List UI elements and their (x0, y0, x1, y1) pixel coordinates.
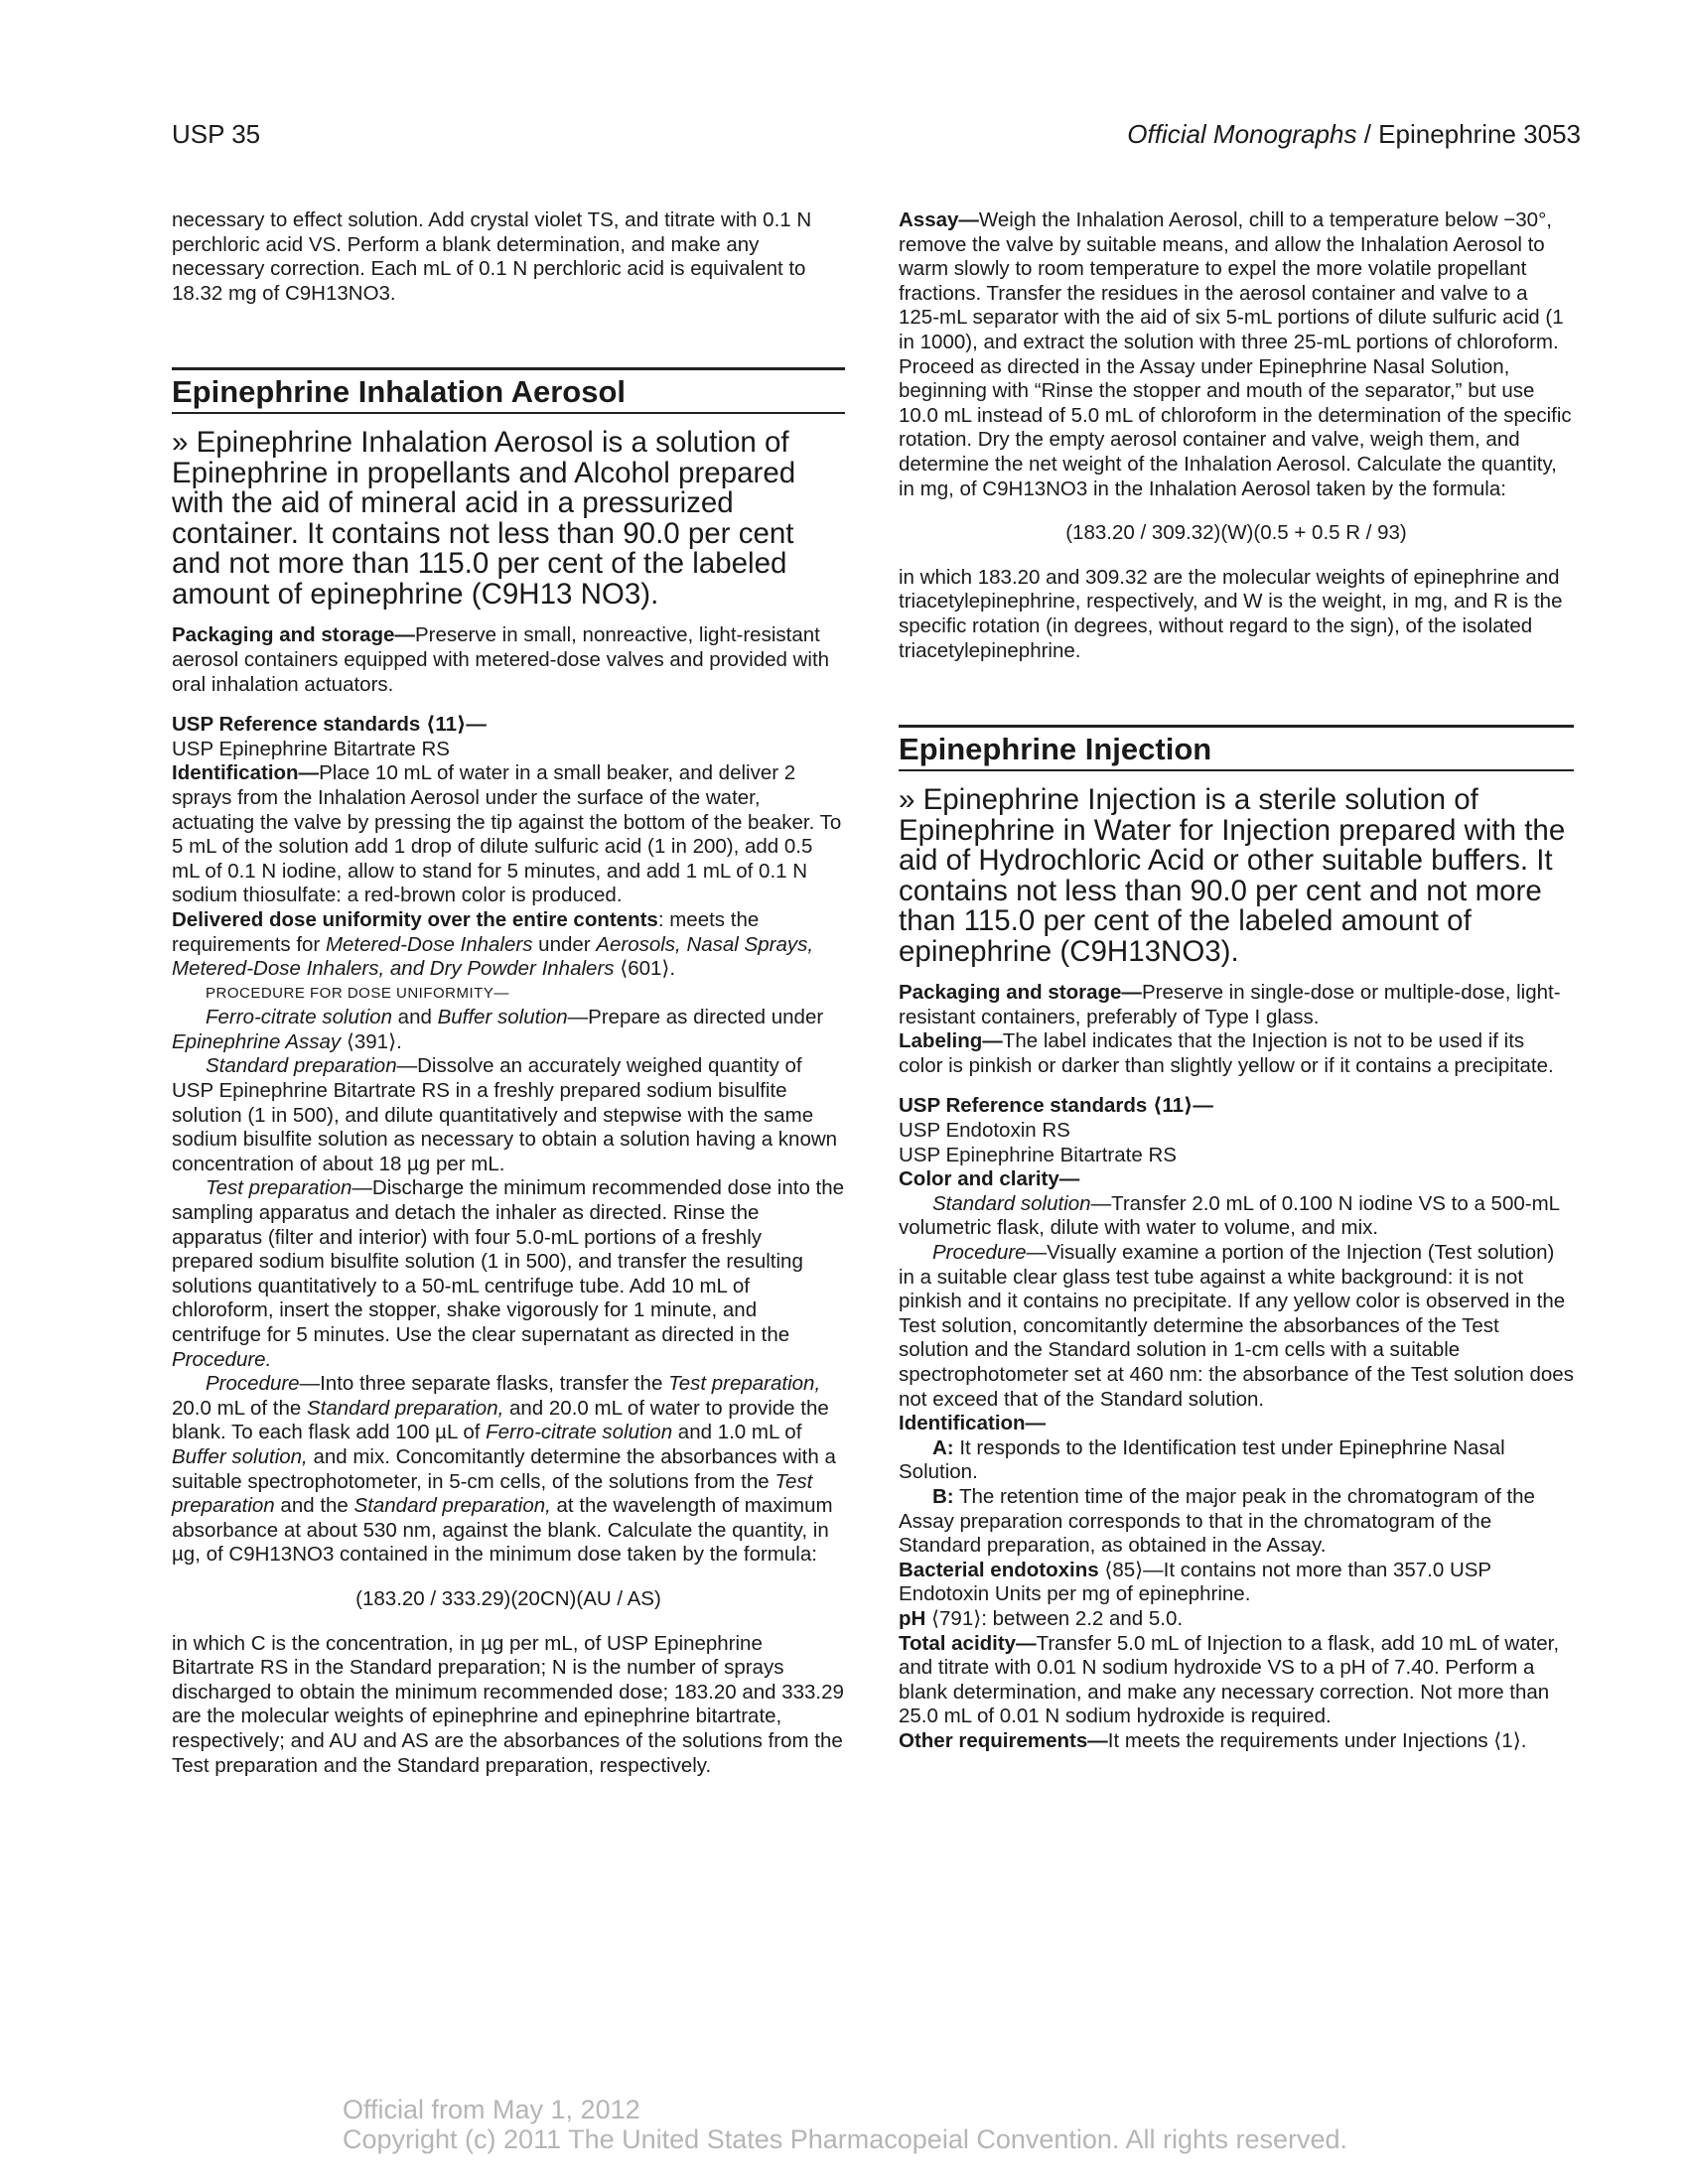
dose-uniformity-section: Delivered dose uniformity over the entire contents: meets the requirements for Metered-Dose Inhalers under Aerosols, Nasal Sprays, Metered-Dose Inhalers, and Dry Powder Inhalers ⟨601⟩. (172, 907, 814, 981)
procedure-subheading: PROCEDURE FOR DOSE UNIFORMITY— (206, 984, 509, 1002)
monograph-title-injection: Epinephrine Injection (899, 725, 1574, 771)
left-column (172, 208, 845, 1778)
procedure-paragraph: Procedure—Into three separate flasks, transfer the Test preparation, 20.0 mL of the Standard preparation, and 20.0 mL of water to provide the blank. To each flask add 100 µL of Ferro-citrate solution and 1.0 mL of Buffer solution, and mix. Concomitantly determine the absorbances with a suitable spectrophotometer, in 5-cm cells, of the solutions from the Test preparation and the Standard preparation, at the wavelength of maximum absorbance at about 530 nm, against the blank. Calculate the quantity, in µg, of C9H13NO3 contained in the minimum dose taken by the formula: (172, 1372, 836, 1567)
monograph-title-inhalation-aerosol: Epinephrine Inhalation Aerosol (172, 367, 845, 414)
packaging-section: Packaging and storage—Preserve in single-dose or multiple-dose, light-resistant containers, preferably of Type I glass. (899, 981, 1561, 1028)
running-header-right (1127, 119, 1581, 150)
endotoxins-section: Bacterial endotoxins ⟨85⟩—It contains not more than 357.0 USP Endotoxin Units per mg of epinephrine. (899, 1558, 1491, 1606)
section-heading: Total acidity— (899, 1631, 1037, 1655)
reference-standard-item: USP Epinephrine Bitartrate RS (899, 1143, 1177, 1166)
labeling-section: Labeling—The label indicates that the Injection is not to be used if its color is pinkish or darker than slightly yellow or if it contains a precipitate. (899, 1029, 1554, 1077)
header-section-name: Official Monographs (1127, 119, 1357, 149)
packaging-section: Packaging and storage—Preserve in small, nonreactive, light-resistant aerosol containers equipped with metered-dose valves and provided with oral inhalation actuators. (172, 623, 830, 696)
standard-solution-paragraph: Standard solution—Transfer 2.0 mL of 0.100 N iodine VS to a 500-mL volumetric flask, dilute with water to volume, and mix. (899, 1191, 1560, 1240)
other-requirements-section: Other requirements—It meets the requirements under Injections ⟨1⟩. (899, 1728, 1527, 1752)
section-heading: Packaging and storage— (899, 981, 1142, 1005)
test-preparation-paragraph: Test preparation—Discharge the minimum recommended dose into the sampling apparatus and detach the inhaler as directed. Rinse the apparatus (filter and interior) with four 5.0-mL portions of a freshly prepared sodium bisulfite solution (1 in 500), and transfer the resulting solutions quantitatively to a 50-mL centrifuge tube. Add 10 mL of chloroform, insert the stopper, shake vigorously for 1 minute, and centrifuge for 5 minutes. Use the clear supernatant as directed in the Procedure. (172, 1176, 845, 1371)
definition-paragraph: » Epinephrine Injection is a sterile solution of Epinephrine in Water for Injection prepared with the aid of Hydrochloric Acid or other suitable buffers. It contains not less than 90.0 per cent and not more than 115.0 per cent of the labeled amount of epinephrine (C9H13NO3). (899, 783, 1566, 968)
identification-test-a: A: It responds to the Identification test under Epinephrine Nasal Solution. (899, 1435, 1505, 1484)
identification-test-b: B: The retention time of the major peak in the chromatogram of the Assay preparation corresponds to that in the chromatogram of the Standard preparation, as obtained in the Assay. (899, 1484, 1535, 1558)
reference-standard-item: USP Endotoxin RS (899, 1119, 1070, 1143)
right-column (899, 208, 1574, 1754)
standard-preparation-paragraph: Standard preparation—Dissolve an accurately weighed quantity of USP Epinephrine Bitartrate RS in a freshly prepared sodium bisulfite solution (1 in 500), and dilute quantitatively and stepwise with the same sodium bisulfite solution as necessary to obtain a solution having a known concentration of about 18 µg per mL. (172, 1054, 838, 1175)
definition-paragraph: » Epinephrine Inhalation Aerosol is a solution of Epinephrine in propellants and Alcohol prepared with the aid of mineral acid in a pressurized container. It contains not less than 90.0 per cent and not more than 115.0 per cent of the labeled amount of epinephrine (C9H13 NO3). (172, 426, 796, 611)
section-heading: Delivered dose uniformity over the entire contents (172, 907, 658, 931)
identification-section: Identification—Place 10 mL of water in a small beaker, and deliver 2 sprays from the Inhalation Aerosol under the surface of the water, actuating the valve by pressing the tip against the bottom of the beaker. To 5 mL of the solution add 1 drop of dilute sulfuric acid (1 in 200), add 0.5 mL of 0.1 N iodine, allow to stand for 5 minutes, and add 1 mL of 0.1 N sodium thiosulfate: a red-brown color is produced. (172, 761, 842, 907)
section-heading: Labeling— (899, 1029, 1003, 1053)
copyright-notice: Copyright (c) 2011 The United States Pharmacopeial Convention. All rights reserved. (343, 2124, 1348, 2154)
reference-standards-heading: USP Reference standards ⟨11⟩— (899, 1094, 1213, 1118)
section-heading: Bacterial endotoxins (899, 1558, 1099, 1581)
assay-section: Assay—Weigh the Inhalation Aerosol, chill to a temperature below −30°, remove the valve by suitable means, and allow the Inhalation Aerosol to warm slowly to room temperature to expel the more volatile propellant fractions. Transfer the residues in the aerosol container and valve to a 125-mL separator with the aid of six 5-mL portions of dilute sulfuric acid (1 in 1000), and extract the solution with three 25-mL portions of chloroform. Proceed as directed in the Assay under Epinephrine Nasal Solution, beginning with “Rinse the stopper and mouth of the separator,” but use 10.0 mL instead of 5.0 mL of chloroform in the determination of the specific rotation. Dry the empty aerosol container and valve, weigh them, and determine the net weight of the Inhalation Aerosol. Calculate the quantity, in mg, of C9H13NO3 in the Inhalation Aerosol taken by the formula: (899, 208, 1572, 500)
total-acidity-section: Total acidity—Transfer 5.0 mL of Injection to a flask, add 10 mL of water, and titrate with 0.01 N sodium hydroxide VS to a pH of 7.40. Perform a blank determination, and make any necessary correction. Not more than 25.0 mL of 0.01 N sodium hydroxide is required. (899, 1631, 1560, 1728)
section-heading: Other requirements— (899, 1728, 1108, 1752)
identification-heading: Identification— (899, 1412, 1047, 1435)
formula-definitions: in which C is the concentration, in µg per mL, of USP Epinephrine Bitartrate RS in the Standard preparation; N is the number of sprays discharged to obtain the minimum recommended dose; 183.20 and 333.29 are the molecular weights of epinephrine and epinephrine bitartrate, respectively; and AU and AS are the absorbances of the solutions from the Test preparation and the Standard preparation, respectively. (172, 1631, 844, 1777)
reference-standard-item: USP Epinephrine Bitartrate RS (172, 737, 450, 760)
assay-formula: (183.20 / 309.32)(W)(0.5 + 0.5 R / 93) (1065, 521, 1407, 545)
copyright-footer (343, 2095, 1347, 2154)
section-heading: Packaging and storage— (172, 623, 415, 647)
ferro-citrate-paragraph: Ferro-citrate solution and Buffer solution—Prepare as directed under Epinephrine Assay ⟨391⟩. (172, 1006, 824, 1053)
color-clarity-heading: Color and clarity— (899, 1167, 1080, 1191)
dose-formula: (183.20 / 333.29)(20CN)(AU / AS) (355, 1586, 661, 1610)
official-date: Official from May 1, 2012 (343, 2095, 640, 2124)
section-heading: Assay— (899, 208, 979, 231)
assay-formula-definitions: in which 183.20 and 309.32 are the molecular weights of epinephrine and triacetylepinephrine, respectively, and W is the weight, in mg, and R is the specific rotation (in degrees, without regard to the sign), of the isolated triacetylepinephrine. (899, 565, 1563, 662)
section-heading: pH (899, 1606, 926, 1630)
procedure-paragraph: Procedure—Visually examine a portion of the Injection (Test solution) in a suitable clear glass test tube against a white background: it is not pinkish and it contains no precipitate. If any yellow color is observed in the Test solution, concomitantly determine the absorbances of the Test solution and the Standard solution in 1-cm cells with a suitable spectrophotometer set at 460 nm: the absorbance of the Test solution does not exceed that of the Standard solution. (899, 1241, 1574, 1411)
reference-standards-heading: USP Reference standards ⟨11⟩— (172, 713, 487, 737)
section-heading: Identification— (172, 761, 320, 785)
continued-paragraph: necessary to effect solution. Add crystal violet TS, and titrate with 0.1 N perchloric acid VS. Perform a blank determination, and make any necessary correction. Each mL of 0.1 N perchloric acid is equivalent to 18.32 mg of C9H13NO3. (172, 208, 812, 305)
header-page-title: / Epinephrine 3053 (1356, 119, 1581, 149)
ph-section: pH ⟨791⟩: between 2.2 and 5.0. (899, 1606, 1184, 1630)
running-header-left: USP 35 (172, 119, 261, 149)
